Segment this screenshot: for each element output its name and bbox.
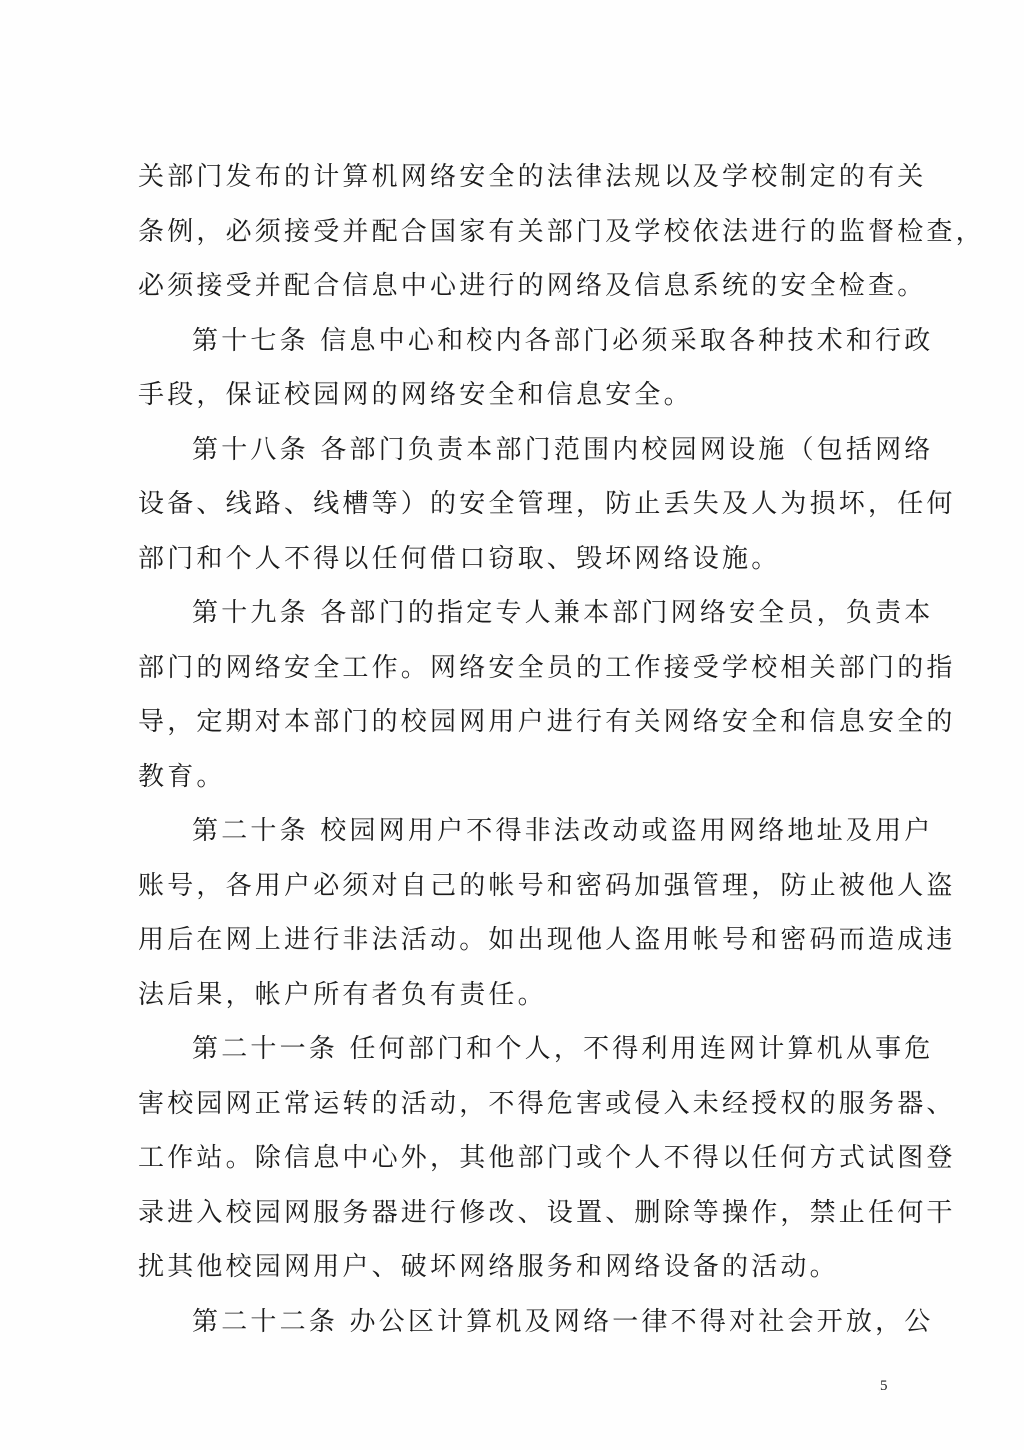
- article-17-heading-line: 第十七条 信息中心和校内各部门必须采取各种技术和行政: [192, 325, 934, 356]
- text-line: 设备、线路、线槽等）的安全管理，防止丢失及人为损坏，任何: [138, 489, 956, 519]
- text-line: 导，定期对本部门的校园网用户进行有关网络安全和信息安全的: [138, 707, 956, 737]
- text-line: 关部门发布的计算机网络安全的法律法规以及学校制定的有关: [138, 162, 927, 192]
- text-line: 用后在网上进行非法活动。如出现他人盗用帐号和密码而造成违: [138, 925, 956, 955]
- text-line: 部门和个人不得以任何借口窃取、毁坏网络设施。: [138, 543, 781, 574]
- text-line: 法后果，帐户所有者负有责任。: [138, 979, 547, 1010]
- body-text: [138, 150, 985, 1349]
- article-22-heading-line: 第二十二条 办公区计算机及网络一律不得对社会开放，公: [192, 1306, 934, 1337]
- text-line: 教育。: [138, 761, 226, 792]
- text-line: 工作站。除信息中心外，其他部门或个人不得以任何方式试图登: [138, 1143, 956, 1173]
- article-20-heading-line: 第二十条 校园网用户不得非法改动或盗用网络地址及用户: [192, 816, 934, 846]
- text-line: 部门的网络安全工作。网络安全员的工作接受学校相关部门的指: [138, 652, 956, 683]
- article-21-heading-line: 第二十一条 任何部门和个人，不得利用连网计算机从事危: [192, 1034, 934, 1064]
- text-line: 录进入校园网服务器进行修改、设置、删除等操作，禁止任何干: [138, 1197, 956, 1228]
- text-line: 害校园网正常运转的活动，不得危害或侵入未经授权的服务器、: [138, 1088, 956, 1119]
- article-18-heading-line: 第十八条 各部门负责本部门范围内校园网设施（包括网络: [192, 434, 934, 465]
- text-line: 手段，保证校园网的网络安全和信息安全。: [138, 380, 693, 410]
- article-19-heading-line: 第十九条 各部门的指定专人兼本部门网络安全员，负责本: [192, 598, 934, 628]
- page-number: 5: [880, 1378, 888, 1394]
- text-line: 账号，各用户必须对自己的帐号和密码加强管理，防止被他人盗: [138, 870, 956, 901]
- text-line: 必须接受并配合信息中心进行的网络及信息系统的安全检查。: [138, 271, 927, 301]
- text-line: 条例，必须接受并配合国家有关部门及学校依法进行的监督检查，: [138, 216, 985, 247]
- text-line: 扰其他校园网用户、破坏网络服务和网络设备的活动。: [138, 1252, 839, 1282]
